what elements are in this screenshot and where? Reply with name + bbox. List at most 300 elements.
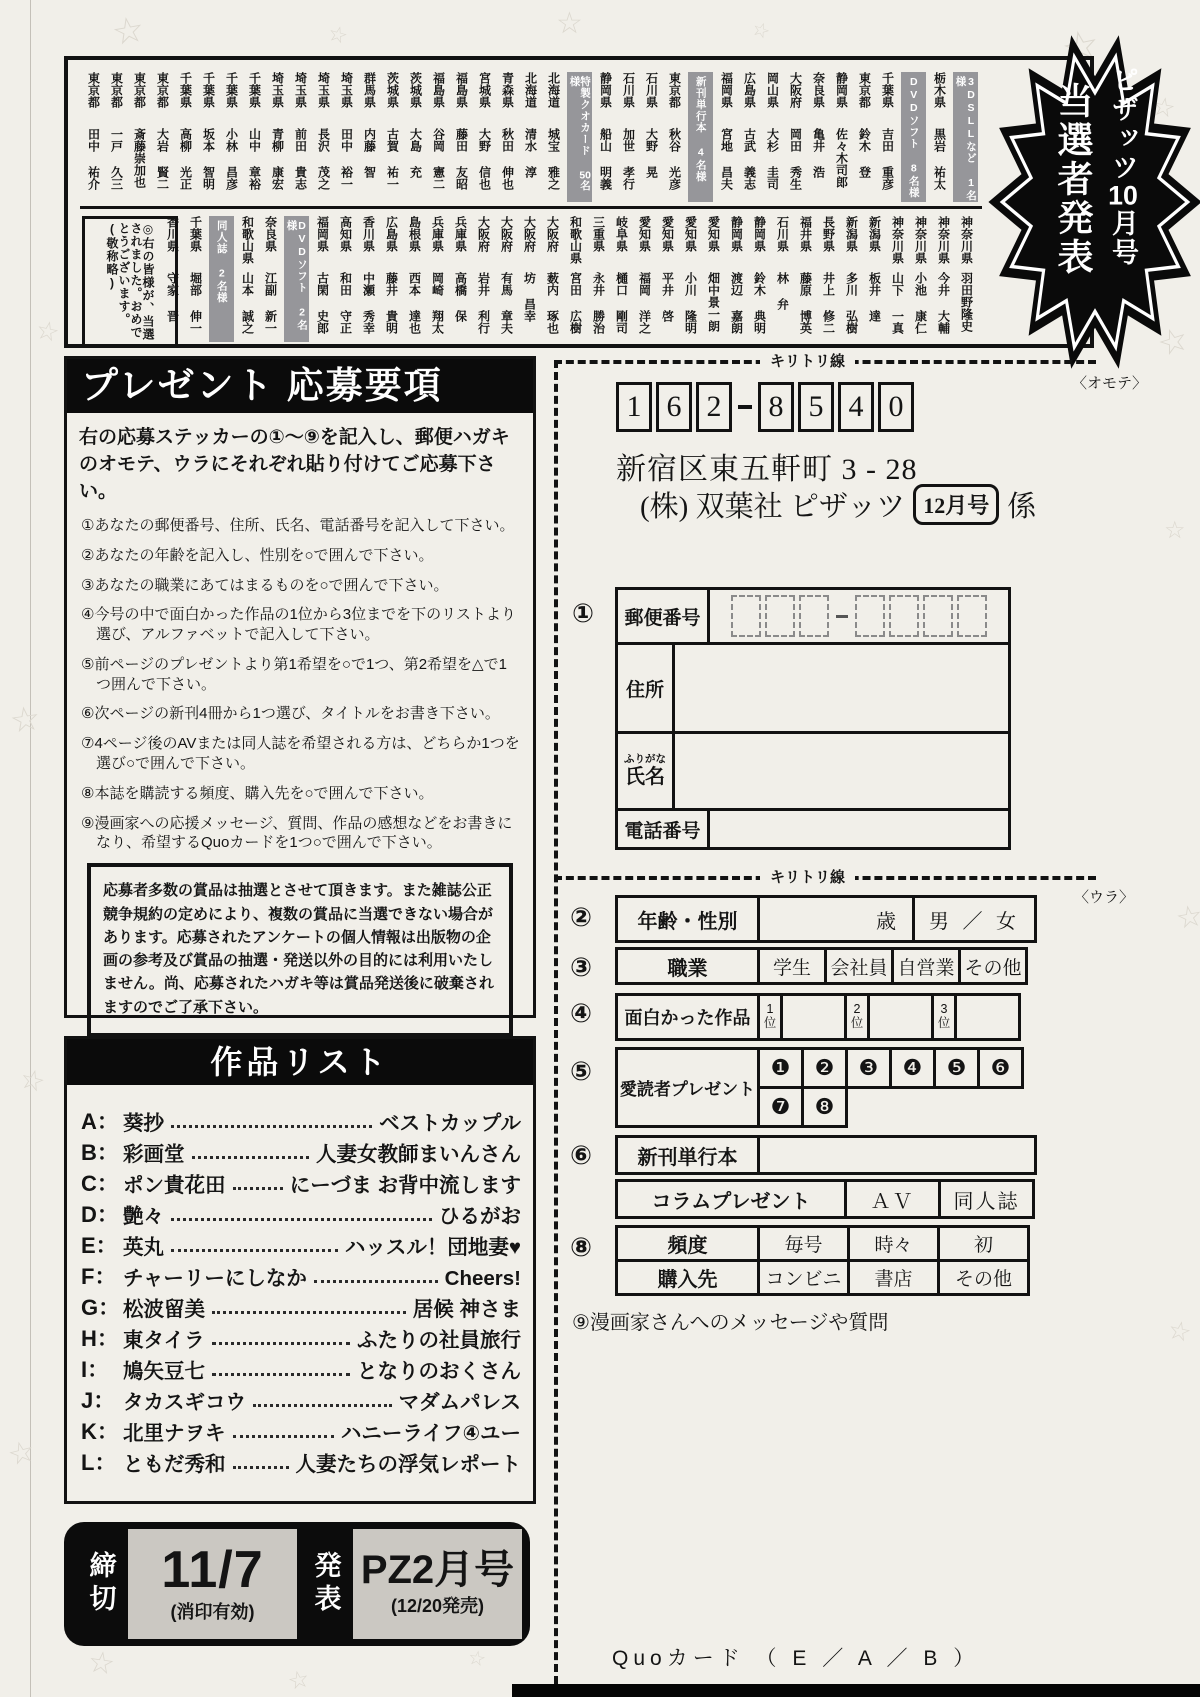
winner-entry (594, 72, 617, 202)
winner-entry (909, 216, 932, 342)
winner-prefecture: 島根県 (407, 216, 422, 252)
star-decoration (325, 20, 351, 50)
winner-name: 大岩 賢二 (155, 128, 170, 190)
form-number-1: ① (572, 598, 595, 628)
postal-code-dash (738, 405, 752, 409)
winners-title-starburst (984, 26, 1200, 378)
winner-name: 田中 祐介 (86, 128, 101, 190)
winner-prefecture: 岐阜県 (614, 216, 629, 252)
winner-prefecture: 大阪府 (788, 72, 803, 108)
winner-entry (495, 216, 518, 342)
age-gender-label: 年齢・性別 (615, 895, 760, 943)
winner-entry (564, 216, 587, 342)
winner-prefecture: 北海道 (546, 72, 561, 108)
winner-prefecture: 東京都 (109, 72, 124, 108)
occupation-table (618, 950, 1028, 985)
winner-prefecture: 東京都 (155, 72, 170, 108)
purchase-habit-row (618, 1262, 1030, 1296)
dotted-leader (233, 1466, 289, 1469)
guideline-item: ⑦4ページ後のAVまたは同人誌を希望される方は、どちらか1つを選び○で囲んで下さい。 (81, 735, 520, 773)
winner-entry (472, 216, 495, 342)
winner-name: 有馬 章夫 (499, 272, 514, 334)
star-decoration (1173, 898, 1200, 937)
phone-field-label: 電話番号 (615, 808, 710, 850)
winner-prefecture: 静岡県 (834, 72, 849, 108)
winner-prefecture: 愛知県 (660, 216, 675, 252)
present-number-cell[interactable]: ❸ (845, 1047, 892, 1089)
works-list-box (64, 1036, 536, 1504)
winner-name: 秋田 伸也 (500, 128, 515, 190)
winner-name: 城宝 雅之 (546, 128, 561, 190)
winner-name: 堀部 伸一 (188, 272, 203, 334)
winner-name: 江副 新一 (263, 272, 278, 334)
purchase-habit-row (618, 1228, 1030, 1262)
postal-digit-box[interactable] (855, 595, 885, 637)
winner-prefecture: 青森県 (500, 72, 515, 108)
winner-name: 秋谷 光彦 (667, 128, 682, 190)
winner-entry (335, 72, 358, 202)
winner-prefecture: 大阪府 (499, 216, 514, 252)
winner-prefecture: 静岡県 (729, 216, 744, 252)
winner-prefecture: 福岡県 (719, 72, 734, 108)
winner-entry (220, 72, 243, 202)
present-number-cell[interactable]: ❷ (801, 1047, 848, 1089)
winner-prefecture: 東京都 (86, 72, 101, 108)
winner-name: 内藤 智 (362, 128, 377, 178)
winner-prefecture: 大阪府 (522, 216, 537, 252)
deadline-bar (64, 1522, 530, 1646)
favorite-works-row (618, 996, 1021, 1041)
postal-code-digit: 6 (656, 382, 692, 432)
postal-code-boxes (616, 382, 914, 432)
winner-name: 林 弁 (775, 272, 790, 310)
winner-name: 黒岩 祐太 (932, 128, 947, 190)
winner-prefecture: 石川県 (644, 72, 659, 108)
winners-row-2 (165, 216, 978, 342)
star-decoration (1164, 516, 1186, 545)
rank-input-cell[interactable] (867, 993, 934, 1041)
postal-code-digit: 0 (878, 382, 914, 432)
guideline-item: ⑤前ページのプレゼントより第1希望を○で1つ、第2希望を△で1つ囲んで下さい。 (81, 655, 507, 693)
occupation-option[interactable]: 会社員 (824, 947, 894, 985)
purchase-habit-option[interactable]: 時々 (847, 1225, 940, 1262)
winner-prefecture: 東京都 (132, 72, 147, 108)
winner-prefecture: 愛知県 (706, 216, 721, 252)
prize-category-header-text: 3DSLLなど 1名様 (954, 76, 977, 202)
rank-input-cell[interactable] (954, 993, 1021, 1041)
winner-prefecture: 奈良県 (811, 72, 826, 108)
work-letter: C： (81, 1171, 119, 1196)
postcard-front-label: 〈オモテ〉 (1072, 375, 1148, 392)
application-guidelines-box (64, 356, 536, 1018)
work-list-row (81, 1384, 521, 1415)
postal-code-field-label: 郵便番号 (615, 587, 710, 645)
winner-entry (633, 216, 656, 342)
postal-digit-box[interactable] (889, 595, 919, 637)
winner-entry (236, 216, 259, 342)
occupation-option[interactable]: 学生 (757, 947, 827, 985)
deadline-label: 締切 (85, 1551, 116, 1617)
message-question-line: ⑨漫画家さんへのメッセージや質問 (572, 1312, 889, 1334)
guideline-item: ⑥次ページの新刊4冊から1つ選び、タイトルをお書き下さい。 (81, 705, 500, 723)
present-number-cell[interactable]: ❽ (801, 1086, 848, 1128)
winner-prefecture: 宮城県 (477, 72, 492, 108)
winner-entry (266, 72, 289, 202)
winner-name: 岩井 利行 (476, 272, 491, 334)
winner-prefecture: 高知県 (338, 216, 353, 252)
winner-entry (886, 216, 909, 342)
winner-entry (197, 72, 220, 202)
new-book-input-area[interactable] (757, 1135, 1037, 1175)
reader-present-table (618, 1050, 1024, 1128)
winner-name: 樋口 剛司 (614, 272, 629, 334)
winner-prefecture: 新潟県 (844, 216, 859, 252)
guidelines-title: プレゼント 応募要項 (67, 359, 533, 413)
winner-name: 清水 淳 (523, 128, 538, 178)
star-decoration (7, 698, 43, 742)
form-number-3: ③ (570, 952, 593, 982)
winner-entry (105, 72, 128, 202)
present-number-cell[interactable]: ❹ (889, 1047, 936, 1089)
winners-row-1 (84, 72, 980, 202)
work-title: Cheers! (444, 1267, 521, 1290)
work-list-row (81, 1229, 521, 1260)
postal-code-digit: 1 (616, 382, 652, 432)
star-decoration (109, 8, 148, 55)
winner-entry (955, 216, 978, 342)
lottery-notice: 応募者多数の賞品は抽選とさせて頂きます。また雑誌公正競争規約の定めにより、複数の賞品に当選できない場合があります。応募されたアンケートの個人情報は出版物の企画の参考及び賞品の抽選・発送以外の目的には利用いたしません。尚、応募されたハガキ等は賞品発送後に破棄されますのでご了承下さい。 (87, 863, 513, 1037)
work-title: にーづま お背中流します (289, 1174, 521, 1197)
address-input-area[interactable] (672, 642, 1011, 734)
winner-name: 井上 修二 (821, 272, 836, 334)
present-number-cell[interactable]: ❶ (757, 1047, 804, 1089)
deadline-date-panel (128, 1529, 297, 1639)
winner-prefecture: 兵庫県 (453, 216, 468, 252)
winner-entry (259, 216, 282, 342)
star-decoration (748, 16, 773, 46)
prize-category-header-text: DVDソフト 8名様 (907, 76, 920, 199)
winners-note-text: ◎右の皆様が、当選されました。おめでとうございます。(敬称略) (105, 222, 155, 341)
winner-prefecture: 神奈川県 (890, 216, 905, 264)
work-letter: F： (81, 1264, 117, 1289)
winner-entry (640, 72, 663, 202)
winner-entry (289, 72, 312, 202)
work-letter: I： (81, 1357, 110, 1382)
winner-prefecture: 石川県 (775, 216, 790, 252)
work-author: ポン貴花田 (123, 1174, 226, 1197)
phone-input-area[interactable] (707, 808, 1011, 850)
dotted-leader (253, 1404, 392, 1407)
winner-entry (174, 72, 197, 202)
present-row-2 (760, 1089, 1024, 1128)
postal-code-input-area[interactable] (707, 587, 1011, 645)
winner-prefecture: 埼玉県 (339, 72, 354, 108)
postal-digit-box[interactable] (923, 595, 953, 637)
winner-prefecture: 香川県 (361, 216, 376, 252)
winner-entry (450, 72, 473, 202)
work-letter: D： (81, 1202, 119, 1227)
winner-prefecture: 大阪府 (476, 216, 491, 252)
prize-category-header-text: DVDソフト 2名様 (285, 220, 308, 331)
winner-entry (184, 216, 207, 342)
winner-prefecture: 福岡県 (315, 216, 330, 252)
winner-entry (807, 72, 830, 202)
work-letter: B： (81, 1140, 119, 1165)
winner-prefecture: 大阪府 (545, 216, 560, 252)
postal-digit-box[interactable] (799, 595, 829, 637)
winners-banner-line1: ピザッツ10月号 (1108, 66, 1138, 267)
address-field-label: 住所 (615, 642, 675, 734)
winner-prefecture: 愛知県 (683, 216, 698, 252)
winner-entry (311, 216, 334, 342)
column-present-table (618, 1182, 1035, 1219)
winner-entry (82, 72, 105, 202)
winner-name: 岡田 秀生 (788, 128, 803, 190)
age-gender-table (618, 898, 1037, 943)
winner-prefecture: 静岡県 (752, 216, 767, 252)
page-edge-line (30, 0, 31, 1697)
winner-name: 西本 達也 (407, 272, 422, 334)
prize-category-header (953, 72, 978, 202)
star-decoration (33, 314, 62, 349)
name-input-area[interactable] (672, 731, 1011, 811)
favorite-works-label: 面白かった作品 (615, 993, 760, 1041)
dotted-leader (171, 1249, 338, 1252)
winner-prefecture: 東京都 (857, 72, 872, 108)
winner-prefecture: 神奈川県 (936, 216, 951, 264)
winners-row-divider (80, 206, 982, 209)
work-author: 艶々 (123, 1205, 164, 1228)
guideline-item: ①あなたの郵便番号、住所、氏名、電話番号を記入して下さい。 (81, 516, 515, 534)
winner-name: 船山 明義 (598, 128, 613, 190)
guideline-item: ②あなたの年齢を記入し、性別を○で囲んで下さい。 (81, 546, 434, 564)
address-form-table (618, 590, 1011, 850)
winner-entry (542, 72, 565, 202)
star-decoration (1165, 1314, 1194, 1349)
winner-entry (357, 216, 380, 342)
dotted-leader (171, 1218, 432, 1221)
work-list-row (81, 1198, 521, 1229)
winner-name: 前田 貴志 (293, 128, 308, 190)
purchase-habit-option[interactable]: 書店 (847, 1259, 940, 1296)
purchase-habit-option[interactable]: 初 (937, 1225, 1030, 1262)
form-number-5: ⑤ (570, 1056, 593, 1086)
winner-entry (427, 72, 450, 202)
winner-entry (748, 216, 771, 342)
winner-name: 吉田 重彦 (880, 128, 895, 190)
work-list-row (81, 1167, 521, 1198)
winner-entry (656, 216, 679, 342)
winner-prefecture: 神奈川県 (959, 216, 974, 264)
new-book-table (618, 1138, 1037, 1175)
star-decoration (86, 1644, 118, 1682)
winner-name: 亀井 浩 (811, 128, 826, 178)
winner-entry (853, 72, 876, 202)
guideline-item: ⑨漫画家への応援メッセージ、質問、作品の感想などをお書きになり、希望するQuoカードを1つ○で囲んで下さい。 (81, 814, 513, 852)
winner-name: 古賀 祐一 (385, 128, 400, 190)
winner-prefecture: 三重県 (591, 216, 606, 252)
form-number-4: ④ (570, 998, 593, 1028)
purchase-habit-table (618, 1228, 1030, 1296)
address-line-2 (640, 484, 1036, 525)
work-list-row (81, 1105, 521, 1136)
column-present-option[interactable]: ＡＶ (844, 1179, 941, 1219)
prize-category-header (567, 72, 592, 202)
winner-prefecture: 和歌山県 (240, 216, 255, 264)
reader-present-label: 愛読者プレゼント (615, 1047, 760, 1128)
winner-name: 大野 晃 (644, 128, 659, 178)
work-list-row (81, 1322, 521, 1353)
cut-line-middle-label: キリトリ線 (760, 866, 855, 887)
cut-line-top-label: キリトリ線 (760, 350, 855, 371)
winner-entry (519, 72, 542, 202)
present-number-cell[interactable]: ❻ (977, 1047, 1024, 1089)
column-present-option[interactable]: 同人誌 (938, 1179, 1035, 1219)
winner-entry (449, 216, 472, 342)
winner-prefecture: 千葉県 (224, 72, 239, 108)
guideline-item: ③あなたの職業にあてはまるものを○で囲んで下さい。 (81, 576, 449, 594)
works-list-rows (67, 1085, 533, 1477)
winner-entry (617, 72, 640, 202)
announce-issue-panel (353, 1529, 522, 1639)
winner-entry (473, 72, 496, 202)
winner-name: 守家 晋 (165, 272, 180, 322)
work-list-row (81, 1353, 521, 1384)
work-letter: H： (81, 1326, 119, 1351)
work-title: ハッスル！団地妻♥ (344, 1236, 521, 1259)
form-number-6: ⑥ (570, 1140, 593, 1170)
winner-name: 鈴木 典明 (752, 272, 767, 334)
postal-dash (836, 615, 848, 618)
postal-digit-box[interactable] (731, 595, 761, 637)
winner-prefecture: 千葉県 (247, 72, 262, 108)
winner-name: 田中 裕一 (339, 128, 354, 190)
winner-prefecture: 神奈川県 (913, 216, 928, 264)
winner-name: 薮内 琢也 (545, 272, 560, 334)
winner-name: 大島 充 (408, 128, 423, 178)
winner-prefecture: 香川県 (165, 216, 180, 252)
rank-input-cell[interactable] (780, 993, 847, 1041)
dotted-leader (171, 1125, 372, 1128)
winner-entry (496, 72, 519, 202)
announce-issue: PZ2月号 (360, 1548, 515, 1592)
postal-digit-box[interactable] (765, 595, 795, 637)
winner-name: 大野 信也 (477, 128, 492, 190)
work-title: ふたりの社員旅行 (357, 1329, 521, 1352)
work-author: 英丸 (123, 1236, 164, 1259)
winner-prefecture: 栃木県 (932, 72, 947, 108)
winner-prefecture: 東京都 (667, 72, 682, 108)
winner-name: 山本 誠之 (240, 272, 255, 334)
postal-code-digit: 4 (838, 382, 874, 432)
work-author: 北里ナヲキ (123, 1422, 226, 1445)
winner-entry (928, 72, 951, 202)
gender-choice-cell[interactable]: 男 ／ 女 (912, 895, 1037, 943)
winner-entry (863, 216, 886, 342)
winner-name: 高橋 保 (453, 272, 468, 322)
form-number-8: ⑧ (570, 1232, 593, 1262)
present-number-cell[interactable]: ❼ (757, 1086, 804, 1128)
occupation-option[interactable]: 自営業 (891, 947, 961, 985)
winner-entry (380, 216, 403, 342)
winner-prefecture: 茨城県 (385, 72, 400, 108)
winner-entry (151, 72, 174, 202)
winner-name: 多川 弘樹 (844, 272, 859, 334)
winner-entry (426, 216, 449, 342)
work-letter: A： (81, 1109, 119, 1134)
winner-prefecture: 岡山県 (765, 72, 780, 108)
rank-label-cell: 2位 (844, 993, 870, 1041)
winner-entry (403, 216, 426, 342)
winner-prefecture: 新潟県 (867, 216, 882, 252)
winner-entry (541, 216, 564, 342)
work-title: 居候 神さま (412, 1298, 521, 1321)
name-field-label (615, 731, 675, 811)
work-author: チャーリーにしなか (123, 1267, 307, 1290)
winner-entry (830, 72, 853, 202)
postal-code-digit: 5 (798, 382, 834, 432)
present-number-cell[interactable]: ❺ (933, 1047, 980, 1089)
winner-name: 平井 啓 (660, 272, 675, 322)
winner-entry (518, 216, 541, 342)
work-author: タカスギコウ (123, 1391, 246, 1414)
winner-name: 鈴木 登 (857, 128, 872, 178)
postal-digit-box[interactable] (957, 595, 987, 637)
dotted-leader (233, 1187, 283, 1190)
winner-name: 古武 義志 (742, 128, 757, 190)
furigana-label: ふりがな (624, 753, 666, 766)
purchase-habit-option[interactable]: 毎号 (757, 1225, 850, 1262)
quo-card-line: Quoカード （ E ／ A ／ B ） (612, 1647, 980, 1670)
postal-code-digit: 2 (696, 382, 732, 432)
winner-prefecture: 北海道 (523, 72, 538, 108)
guideline-item: ⑧本誌を購読する頻度、購入先を○で囲んで下さい。 (81, 784, 434, 802)
winner-name: 板井 達 (867, 272, 882, 322)
purchase-habit-option[interactable]: その他 (937, 1259, 1030, 1296)
winner-prefecture: 福島県 (454, 72, 469, 108)
work-list-row (81, 1260, 521, 1291)
occupation-option[interactable]: その他 (958, 947, 1028, 985)
winner-entry (128, 72, 151, 202)
work-letter: J： (81, 1388, 116, 1413)
winner-name: 羽田野隆史 (959, 272, 974, 332)
work-title: となりのおくさん (357, 1360, 521, 1383)
work-list-row (81, 1136, 521, 1167)
announce-label: 発表 (310, 1551, 341, 1617)
age-input-cell[interactable]: 歳 (757, 895, 915, 943)
winner-prefecture: 静岡県 (598, 72, 613, 108)
winner-entry (702, 216, 725, 342)
work-list-row (81, 1446, 521, 1477)
work-title: 人妻女教師まいんさん (316, 1143, 521, 1166)
winner-name: 宮田 広樹 (568, 272, 583, 334)
present-row-1 (760, 1050, 1024, 1089)
winner-name: 藤原 博英 (798, 272, 813, 334)
winner-prefecture: 茨城県 (408, 72, 423, 108)
work-title: ひるがお (439, 1205, 521, 1228)
column-present-label: コラムプレゼント (615, 1179, 847, 1219)
winner-name: 長沢 茂之 (316, 128, 331, 190)
work-author: ともだ秀和 (123, 1453, 226, 1476)
work-author: 彩画堂 (123, 1143, 185, 1166)
winner-prefecture: 広島県 (742, 72, 757, 108)
winner-entry (725, 216, 748, 342)
winner-name: 宮地 昌夫 (719, 128, 734, 190)
winner-prefecture: 群馬県 (362, 72, 377, 108)
winner-name: 和田 守正 (338, 272, 353, 334)
purchase-habit-option[interactable]: コンビニ (757, 1259, 850, 1296)
winner-prefecture: 広島県 (384, 216, 399, 252)
